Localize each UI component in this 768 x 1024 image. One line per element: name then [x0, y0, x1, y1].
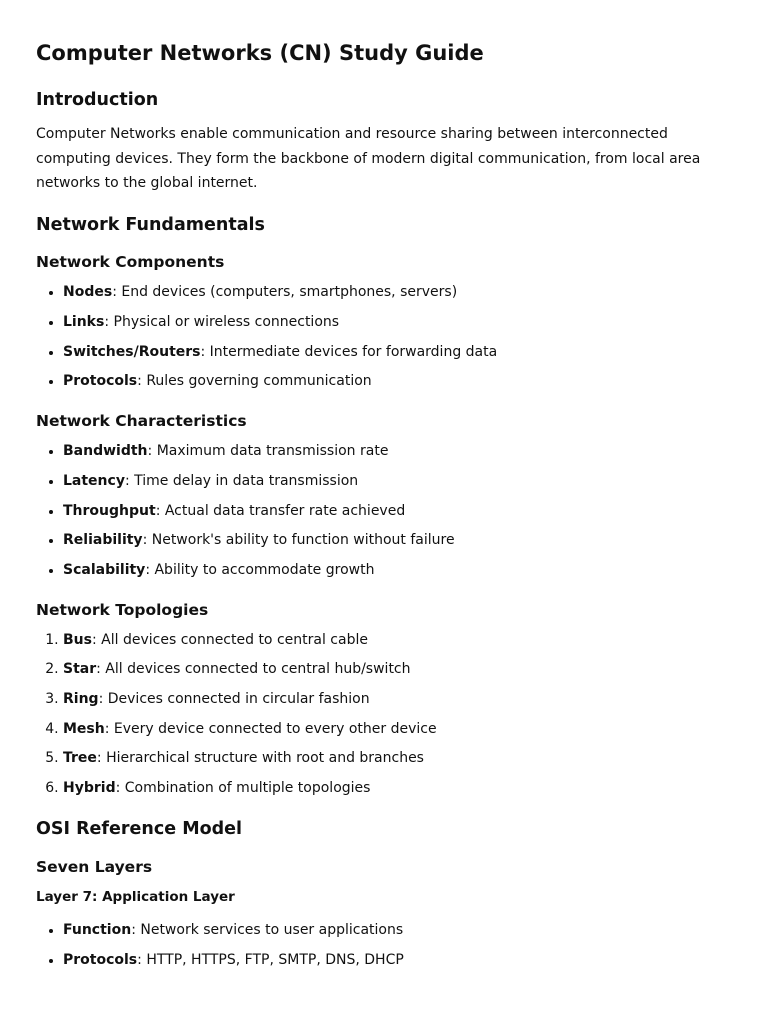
list-item-desc: : Maximum data transmission rate [147, 443, 389, 460]
list-item-desc: : Actual data transfer rate achieved [155, 502, 406, 519]
list-item-term: Switches/Routers [63, 343, 201, 360]
list-item-desc: : Time delay in data transmission [124, 472, 359, 489]
layer7-heading: Layer 7: Application Layer [36, 888, 235, 905]
list-item-desc: : Hierarchical structure with root and branches [96, 750, 424, 767]
list-item-term: Latency [63, 472, 125, 489]
list-item [63, 342, 732, 362]
components-list [36, 282, 732, 391]
list-item [63, 560, 732, 580]
list-item-term: Star [63, 661, 97, 678]
list-item [63, 371, 732, 391]
list-item-desc: : Ability to accommodate growth [145, 561, 375, 578]
list-item-desc: : HTTP, HTTPS, FTP, SMTP, DNS, DHCP [137, 951, 404, 968]
list-item [63, 471, 732, 491]
list-item [63, 282, 732, 302]
list-item-term: Scalability [63, 561, 146, 578]
characteristics-list [36, 441, 732, 579]
topologies-heading: Network Topologies [36, 600, 209, 619]
list-item [63, 748, 732, 768]
list-item-desc: : All devices connected to central hub/switch [96, 661, 411, 678]
page-title: Computer Networks (CN) Study Guide [36, 41, 484, 65]
list-item-term: Bandwidth [63, 443, 148, 460]
list-item [63, 950, 732, 970]
osi-heading: OSI Reference Model [36, 818, 243, 839]
fundamentals-heading: Network Fundamentals [36, 214, 265, 235]
list-item-desc: : Combination of multiple topologies [115, 779, 371, 796]
list-item-desc: : Devices connected in circular fashion [98, 691, 370, 708]
list-item [63, 441, 732, 461]
seven-layers-heading: Seven Layers [36, 857, 153, 876]
characteristics-heading: Network Characteristics [36, 412, 247, 431]
list-item-desc: : Network services to user applications [131, 922, 404, 939]
list-item [63, 630, 732, 650]
layer7-list [36, 920, 732, 970]
components-heading: Network Components [36, 253, 225, 272]
topologies-list [36, 630, 732, 798]
list-item [63, 920, 732, 940]
list-item [63, 659, 732, 679]
list-item-desc: : End devices (computers, smartphones, servers) [112, 284, 458, 301]
list-item-desc: : Every device connected to every other device [104, 720, 437, 737]
intro-heading: Introduction [36, 90, 159, 111]
list-item [63, 501, 732, 521]
list-item-term: Reliability [63, 532, 143, 549]
list-item [63, 530, 732, 550]
list-item-term: Links [63, 314, 105, 331]
list-item [63, 312, 732, 332]
list-item [63, 689, 732, 709]
list-item-term: Ring [63, 691, 99, 708]
list-item-term: Function [63, 922, 132, 939]
list-item [63, 778, 732, 798]
list-item-term: Protocols [63, 373, 138, 390]
list-item [63, 719, 732, 739]
list-item-desc: : Network's ability to function without failure [142, 532, 455, 549]
list-item-term: Bus [63, 631, 92, 648]
list-item-term: Mesh [63, 720, 105, 737]
list-item-desc: : Intermediate devices for forwarding data [200, 343, 498, 360]
list-item-term: Protocols [63, 951, 138, 968]
list-item-term: Nodes [63, 284, 113, 301]
intro-text: Computer Networks enable communication and resource sharing between interconnected computing devices. They form the backbone of modern digital communication, from local area networks to the global internet. [36, 126, 701, 192]
list-item-term: Tree [63, 750, 97, 767]
list-item-desc: : Physical or wireless connections [104, 314, 340, 331]
list-item-term: Hybrid [63, 779, 116, 796]
list-item-term: Throughput [63, 502, 156, 519]
list-item-desc: : Rules governing communication [137, 373, 372, 390]
list-item-desc: : All devices connected to central cable [91, 631, 368, 648]
